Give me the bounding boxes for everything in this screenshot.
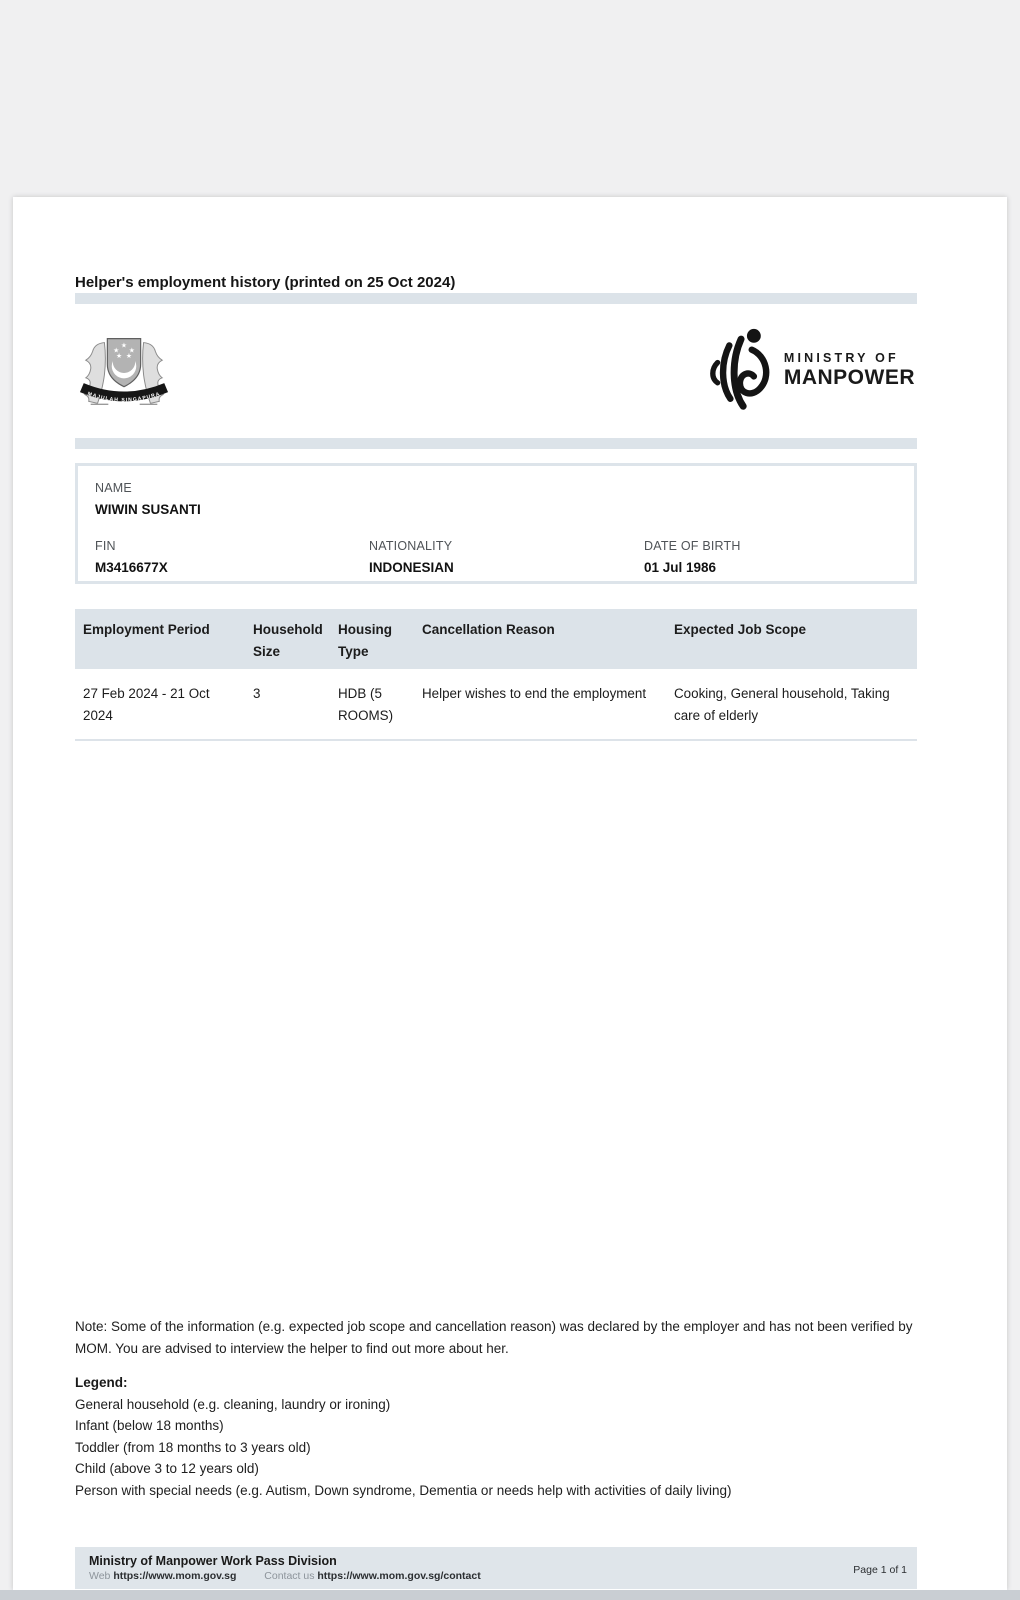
col-expected-job-scope: Expected Job Scope	[666, 609, 917, 669]
svg-text:★: ★	[125, 351, 132, 360]
title-divider-bar	[75, 293, 917, 304]
cell-cancellation-reason: Helper wishes to end the employment	[414, 669, 666, 740]
table-header-row	[75, 609, 917, 669]
page-title: Helper's employment history (printed on 25 Oct 2024)	[75, 274, 456, 291]
dob-field	[644, 539, 897, 576]
dob-value: 01 Jul 1986	[644, 560, 717, 575]
name-value: WIWIN SUSANTI	[95, 502, 201, 517]
legend-item-toddler: Toddler (from 18 months to 3 years old)	[75, 1439, 311, 1455]
footer-web-url: https://www.mom.gov.sg	[113, 1570, 237, 1582]
legend-item-infant: Infant (below 18 months)	[75, 1418, 224, 1433]
col-employment-period: Employment Period	[75, 609, 245, 669]
svg-text:★: ★	[113, 345, 120, 354]
fin-field	[95, 539, 369, 576]
helper-profile-box	[75, 463, 917, 584]
crest-banner-text: MAJULAH SINGAPURA	[86, 390, 162, 403]
mom-logo-mark-icon	[708, 327, 772, 413]
document-page	[13, 197, 1007, 1590]
legend-item-special-needs: Person with special needs (e.g. Autism, Down syndrome, Dementia or needs help with activities of daily living)	[75, 1482, 732, 1498]
ministry-of-manpower-logo	[708, 327, 917, 413]
mom-logo-line2: MANPOWER	[783, 366, 915, 389]
table-row	[75, 669, 917, 740]
mom-logo-text	[784, 350, 915, 389]
legend-item-general-household: General household (e.g. cleaning, laundry or ironing)	[75, 1396, 391, 1412]
nationality-label: NATIONALITY	[369, 539, 453, 553]
col-household-size: Household Size	[245, 609, 330, 669]
col-housing-type: Housing Type	[330, 609, 414, 669]
singapore-coat-of-arms-icon	[75, 324, 173, 416]
cell-housing-type: HDB (5 ROOMS)	[330, 669, 414, 740]
logos-divider-bar	[75, 438, 917, 449]
cell-household-size: 3	[245, 669, 330, 740]
dob-label: DATE OF BIRTH	[644, 539, 741, 553]
col-cancellation-reason: Cancellation Reason	[414, 609, 666, 669]
fin-label: FIN	[95, 539, 116, 553]
legend-heading: Legend:	[75, 1375, 128, 1390]
note-text: Note: Some of the information (e.g. expected job scope and cancellation reason) was declared by the employer and has not been verified by MOM. You are advised to interview the helper to find out more about her.	[75, 1319, 913, 1356]
footer-contact-label: Contact us	[264, 1570, 315, 1582]
name-label: NAME	[95, 481, 132, 495]
mom-logo-line1: MINISTRY OF	[783, 351, 899, 365]
svg-text:★: ★	[120, 340, 128, 349]
cell-employment-period: 27 Feb 2024 - 21 Oct 2024	[75, 669, 245, 740]
nationality-value: INDONESIAN	[369, 560, 454, 575]
page-bottom-edge	[0, 1590, 1020, 1600]
footer-page-number: Page 1 of 1	[853, 1564, 907, 1576]
fin-value: M3416677X	[95, 560, 168, 575]
footer-contact-url: https://www.mom.gov.sg/contact	[317, 1570, 481, 1582]
employment-history-table	[75, 609, 917, 741]
svg-text:★: ★	[128, 345, 135, 354]
footer-division: Ministry of Manpower Work Pass Division	[89, 1554, 337, 1568]
svg-text:★: ★	[116, 351, 123, 360]
nationality-field	[369, 539, 644, 576]
cell-expected-job-scope: Cooking, General household, Taking care of elderly	[666, 669, 917, 740]
footer-web-label: Web	[89, 1570, 111, 1582]
footer-links	[89, 1569, 903, 1583]
footer-bar	[75, 1547, 917, 1589]
legend-item-child: Child (above 3 to 12 years old)	[75, 1461, 259, 1476]
logo-row	[75, 322, 917, 417]
